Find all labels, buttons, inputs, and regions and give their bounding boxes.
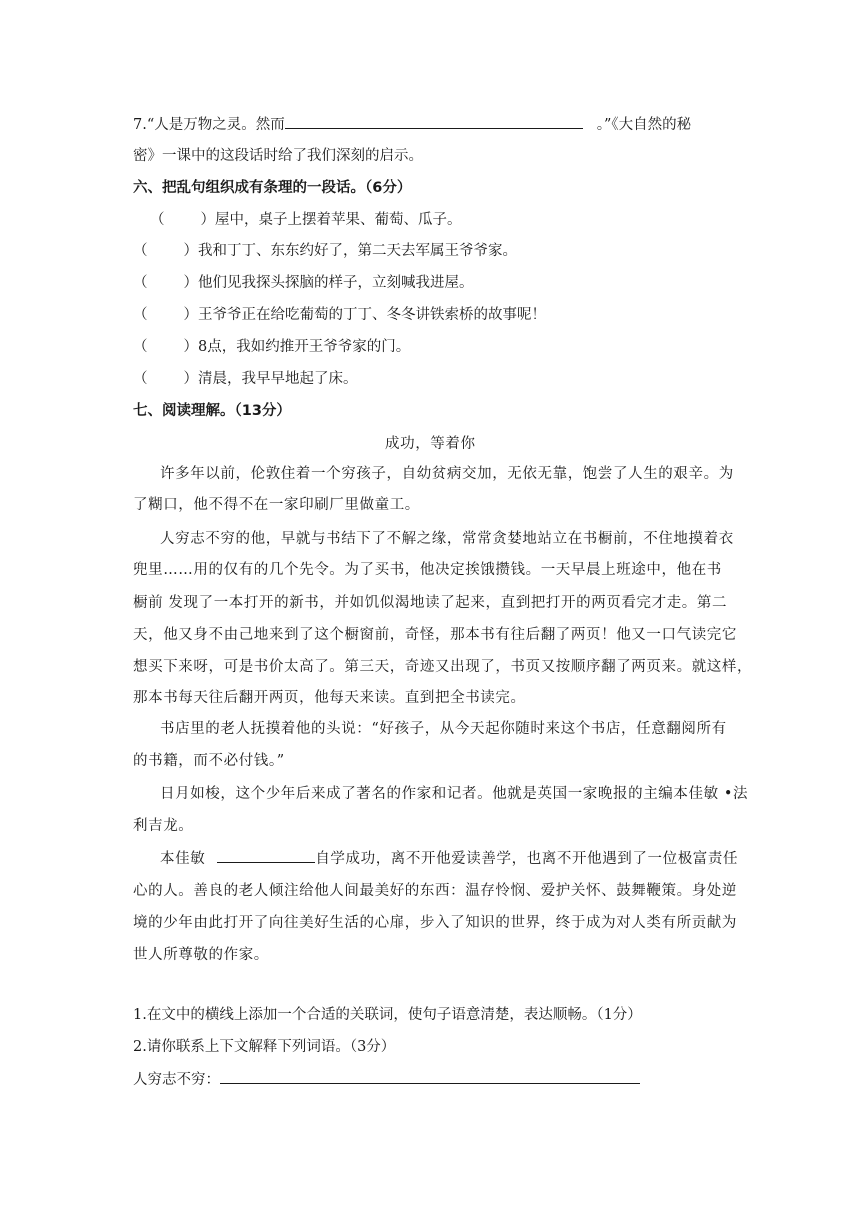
story-line: 想买下来呀，可是书价太高了。第三天，奇迹又出现了，书页又按顺序翻了两页来。就这样， — [133, 659, 753, 675]
section6-item: （ ）王爷爷正在给吃葡萄的丁丁、冬冬讲铁索桥的故事呢！ — [133, 307, 546, 323]
q7-prefix: 7.“人是万物之灵。然而 — [133, 117, 285, 133]
story-line: 的书籍，而不必付钱。” — [133, 753, 285, 769]
story-line: 利吉龙。 — [133, 818, 194, 834]
q7-line — [133, 114, 691, 135]
story-line: 橱前 发现了一本打开的新书，并如饥似渴地读了起来，直到把打开的两页看完才走。第二 — [133, 595, 728, 611]
story-line: 那本书每天往后翻开两页，他每天来读。直到把全书读完。 — [133, 690, 526, 706]
section6-item: （ ）他们见我探头探脑的样子，立刻喊我进屋。 — [133, 275, 474, 291]
story-line: 世人所尊敬的作家。 — [133, 947, 269, 963]
story-line: 境的少年由此打开了向往美好生活的心扉，步入了知识的世界，终于成为对人类有所贡献为 — [133, 915, 737, 931]
story-line: 许多年以前，伦敦住着一个穷孩子，自幼贫病交加，无依无靠，饱尝了人生的艰辛。为 — [160, 466, 734, 482]
story-line: 兜里……用的仅有的几个先令。为了买书，他决定挨饿攒钱。一天早晨上班途中，他在书 — [133, 562, 722, 578]
section6-item: （ ）屋中，桌子上摆着苹果、葡萄、瓜子。 — [150, 212, 462, 228]
q7-suffix: 。”《大自然的秘 — [596, 117, 692, 133]
question-2: 2.请你联系上下文解释下列词语。（3分） — [133, 1039, 396, 1055]
story-line: 日月如梭，这个少年后来成了著名的作家和记者。他就是英国一家晚报的主编本佳敏 •法 — [160, 786, 749, 802]
conjunction-blank[interactable] — [217, 848, 315, 863]
section6-item: （ ）清晨，我早早地起了床。 — [133, 371, 358, 387]
story-line: 天，他又身不由己地来到了这个橱窗前，奇怪，那本书有往后翻了两页！他又一口气读完它 — [133, 627, 737, 643]
story-line: 人穷志不穷的他，早就与书结下了不解之缘，常常贪婪地站立在书橱前，不住地摸着衣 — [160, 531, 734, 547]
question-1: 1.在文中的横线上添加一个合适的关联词，使句子语意清楚，表达顺畅。（1分） — [133, 1007, 642, 1023]
term-answer-blank[interactable] — [220, 1069, 640, 1084]
story-title: 成功，等着你 — [385, 436, 476, 452]
section6-item: （ ）8点，我如约推开王爷爷家的门。 — [133, 339, 411, 355]
story-line-with-blank: 本佳敏 自学成功，离不开他爱读善学，也离不开他遇到了一位极富责任 — [160, 848, 738, 869]
question-2-term: 人穷志不穷： — [133, 1069, 640, 1090]
q7-answer-blank[interactable] — [285, 114, 583, 129]
story-line: 了糊口，他不得不在一家印刷厂里做童工。 — [133, 497, 420, 513]
story-line: 书店里的老人抚摸着他的头说：“好孩子，从今天起你随时来这个书店，任意翻阅所有 — [160, 721, 727, 737]
section6-title: 六、把乱句组织成有条理的一段话。（6分） — [133, 180, 412, 196]
section7-title: 七、阅读理解。（13分） — [133, 403, 291, 419]
q7-cont: 密》一课中的这段话时给了我们深刻的启示。 — [133, 148, 423, 164]
story-line: 心的人。善良的老人倾注给他人间最美好的东西：温存怜悯、爱护关怀、鼓舞鞭策。身处逆 — [133, 883, 737, 899]
section6-item: （ ）我和丁丁、东东约好了，第二天去军属王爷爷家。 — [133, 243, 517, 259]
